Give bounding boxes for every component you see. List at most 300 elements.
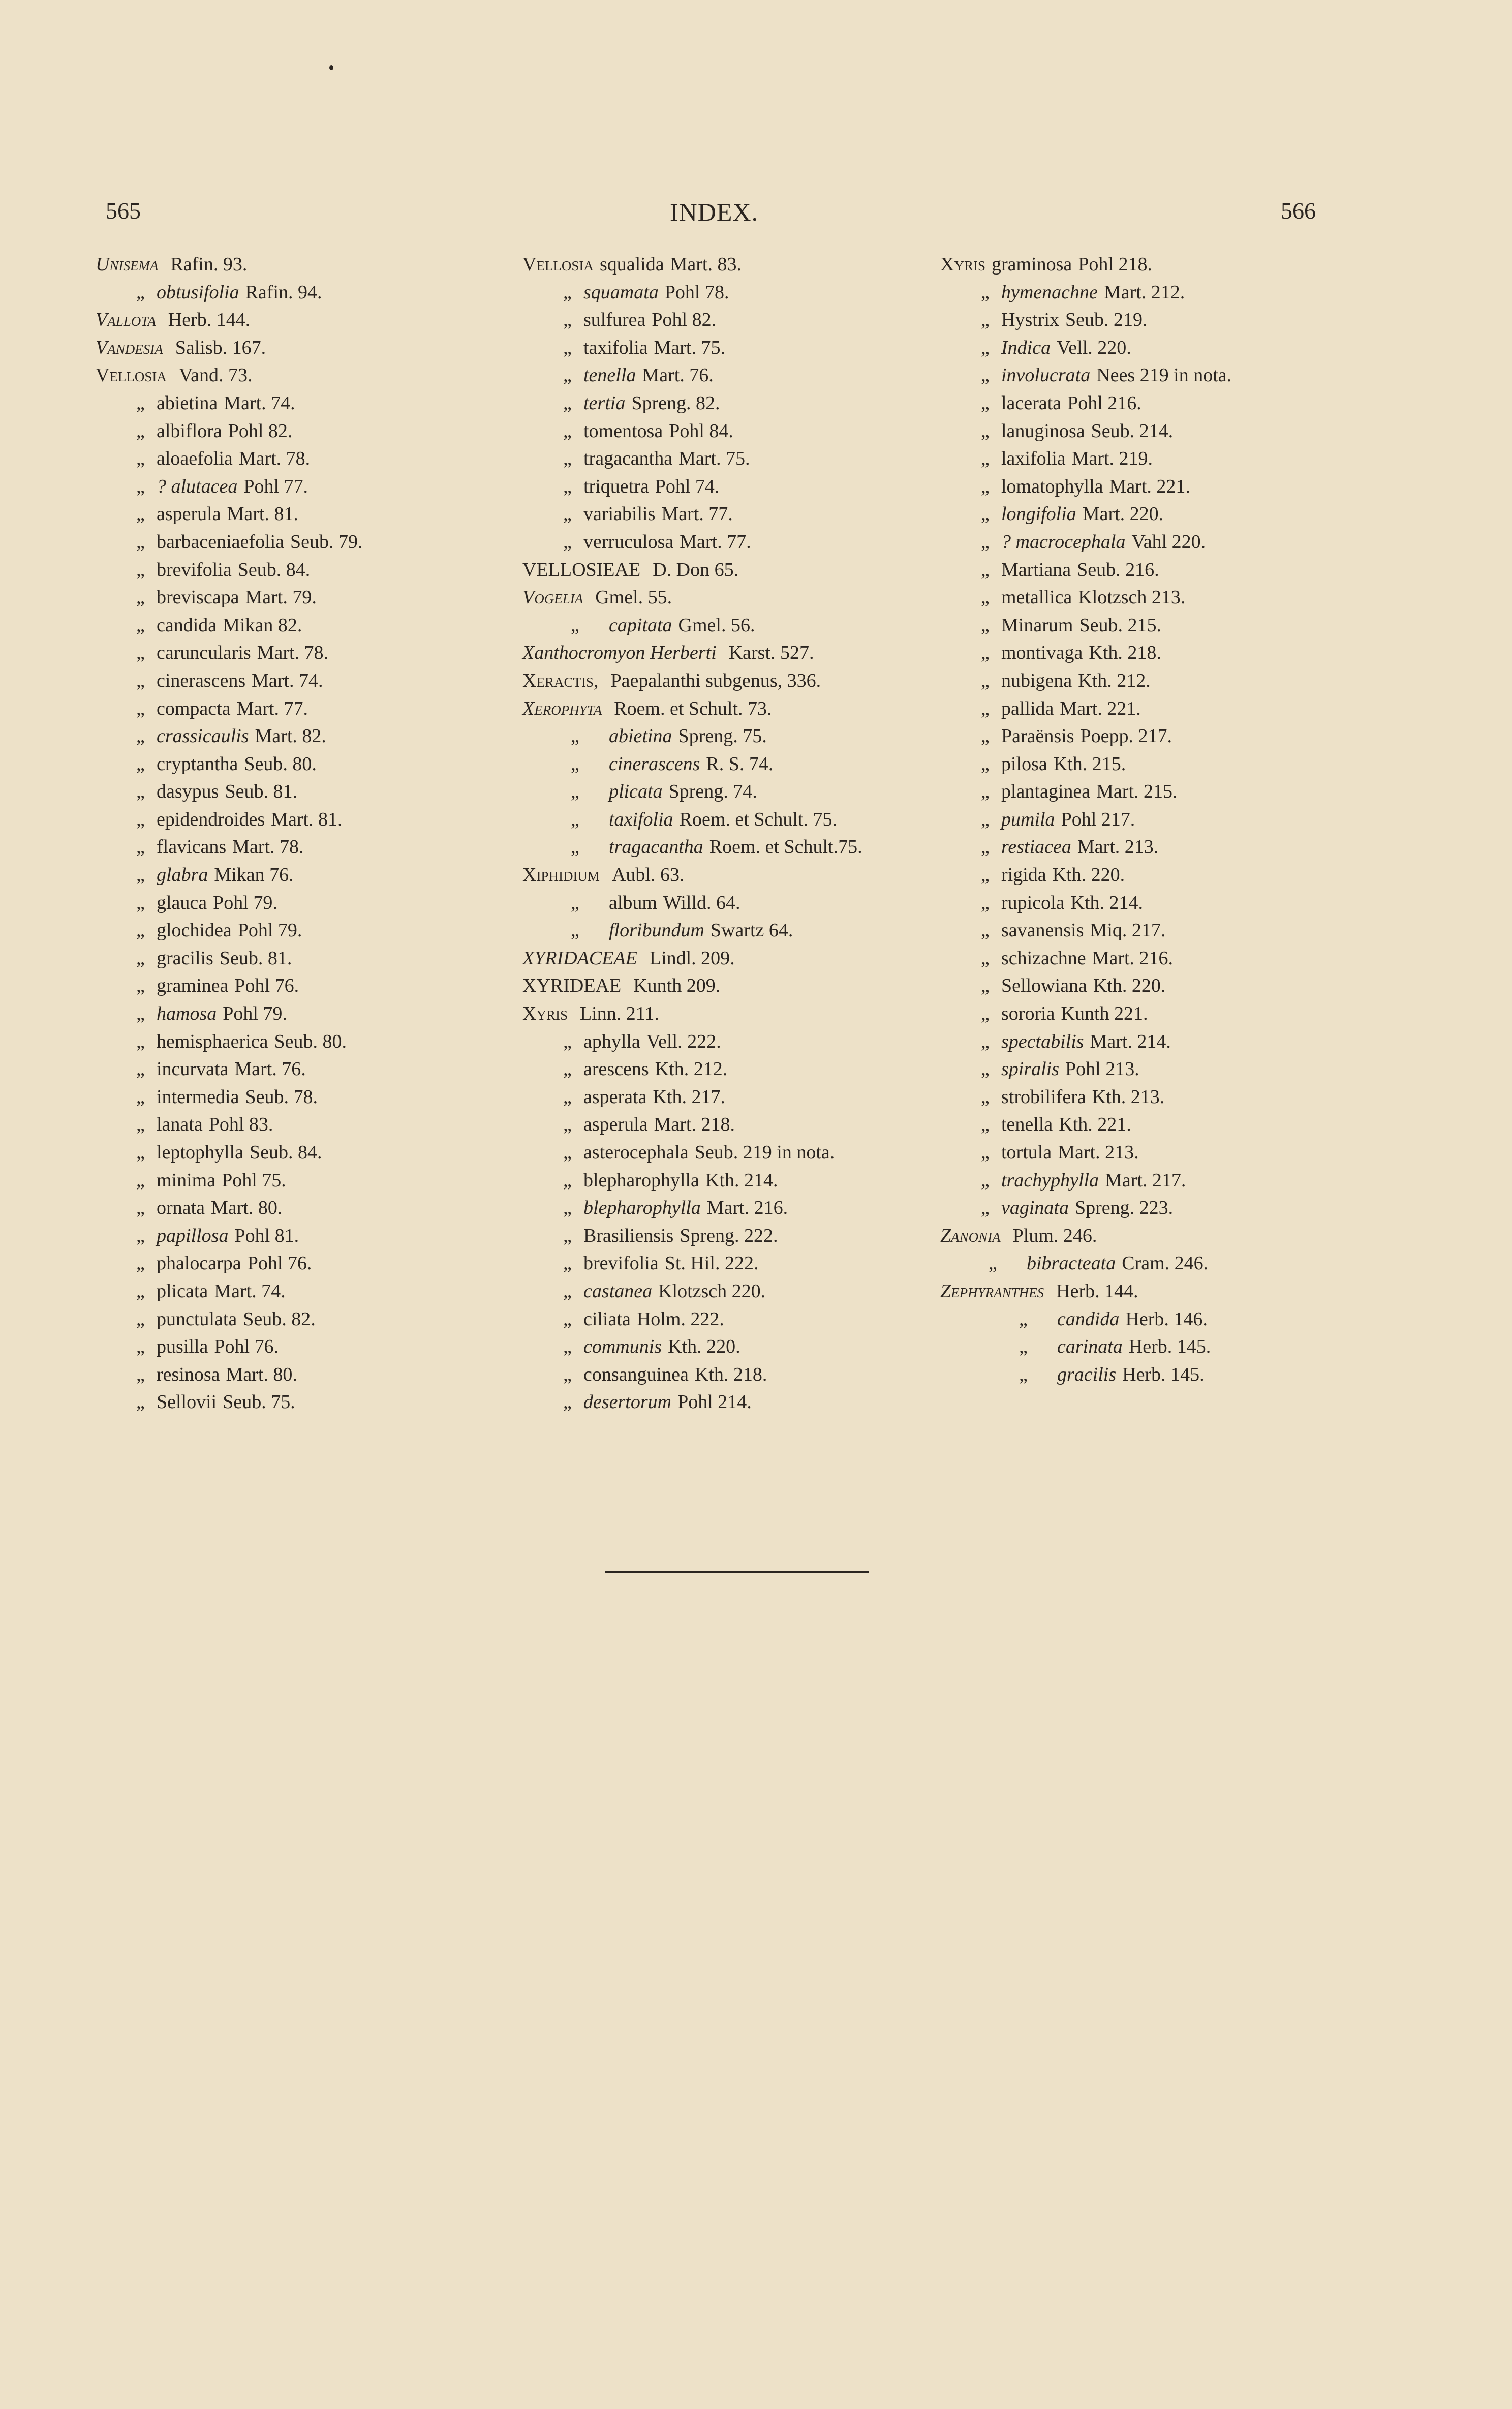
ditto-mark: „	[136, 1308, 145, 1330]
species-name: taxifolia	[609, 808, 673, 830]
authority-reference: Mart. 78.	[232, 836, 304, 858]
ditto-mark: „	[571, 781, 579, 803]
index-entry	[522, 833, 929, 861]
authority-reference: Vell. 222.	[646, 1030, 721, 1052]
species-name: gracilis	[157, 947, 213, 969]
species-name: ? macrocephala	[1001, 531, 1126, 553]
index-entry	[522, 917, 929, 944]
authority-reference: Seub. 82.	[243, 1308, 316, 1330]
authority-reference: Mart. 78.	[238, 448, 311, 470]
ditto-mark: „	[563, 475, 572, 497]
ditto-mark: „	[136, 614, 145, 636]
species-name: tomentosa	[583, 420, 663, 442]
authority-reference: Pohl 82.	[652, 309, 717, 331]
ditto-mark: „	[563, 1114, 572, 1136]
species-name: lanata	[157, 1114, 203, 1136]
ditto-mark: „	[981, 864, 990, 886]
authority-reference: Rafin. 93.	[170, 254, 248, 275]
index-entry	[940, 306, 1347, 334]
index-entry	[522, 1333, 929, 1361]
species-name: rupicola	[1001, 892, 1065, 913]
ditto-mark: „	[981, 1030, 990, 1052]
species-name: ornata	[157, 1197, 205, 1219]
ditto-mark: „	[136, 975, 145, 997]
species-name: Indica	[1001, 337, 1051, 358]
species-name: consanguinea	[583, 1363, 689, 1385]
authority-reference: Mart. 76.	[234, 1058, 306, 1080]
ditto-mark: „	[1019, 1363, 1028, 1385]
species-name: hymenachne	[1001, 281, 1098, 303]
species-name: flavicans	[157, 836, 227, 858]
species-name: pumila	[1001, 808, 1055, 830]
species-name: Martiana	[1001, 559, 1071, 581]
species-name: taxifolia	[583, 337, 648, 358]
species-name: laxifolia	[1001, 448, 1066, 470]
species-name: capitata	[609, 614, 672, 636]
authority-reference: Pohl 218.	[1078, 254, 1152, 275]
species-name: castanea	[583, 1280, 653, 1302]
species-name: Sellovii	[157, 1391, 217, 1413]
species-name: asperula	[157, 503, 221, 525]
species-name: Hystrix	[1001, 309, 1059, 331]
species-name: arescens	[583, 1058, 649, 1080]
index-entry	[522, 445, 929, 473]
index-entry	[96, 861, 502, 889]
index-entry	[522, 722, 929, 750]
ditto-mark: „	[981, 1197, 990, 1219]
ditto-mark: „	[136, 1336, 145, 1358]
genus-name: Xanthocromyon Herberti	[522, 642, 717, 664]
ditto-mark: „	[981, 614, 990, 636]
page-number-right: 566	[1281, 198, 1316, 224]
species-name: spectabilis	[1001, 1030, 1084, 1052]
index-entry	[940, 445, 1347, 473]
species-name: tertia	[583, 392, 626, 414]
authority-reference: Herb. 145.	[1122, 1363, 1205, 1385]
index-entry	[96, 1167, 502, 1195]
authority-reference: Mart. 218.	[654, 1114, 735, 1136]
authority-reference: Pohl 75.	[222, 1169, 286, 1191]
ditto-mark: „	[571, 836, 579, 858]
species-name: lanuginosa	[1001, 420, 1085, 442]
genus-name: Vellosia	[522, 254, 594, 275]
ditto-mark: „	[1019, 1336, 1028, 1358]
index-entry	[940, 251, 1347, 279]
species-name: graminea	[157, 975, 229, 997]
ditto-mark: „	[136, 1003, 145, 1025]
ditto-mark: „	[563, 1336, 572, 1358]
ditto-mark: „	[981, 947, 990, 969]
species-name: longifolia	[1001, 503, 1076, 525]
genus-name: Xiphidium	[522, 864, 600, 886]
index-entry	[96, 889, 502, 917]
index-entry	[940, 1000, 1347, 1028]
authority-reference: Mart. 81.	[227, 503, 298, 525]
ditto-mark: „	[563, 1308, 572, 1330]
authority-reference: Miq. 217.	[1090, 920, 1166, 941]
index-entry	[940, 584, 1347, 612]
authority-reference: Herb. 145.	[1128, 1336, 1211, 1358]
index-entry	[940, 500, 1347, 528]
ditto-mark: „	[563, 1030, 572, 1052]
ditto-mark: „	[981, 697, 990, 719]
ditto-mark: „	[136, 1280, 145, 1302]
ditto-mark: „	[981, 1114, 990, 1136]
ditto-mark: „	[571, 614, 579, 636]
index-entry	[522, 1249, 929, 1277]
species-name: punctulata	[157, 1308, 237, 1330]
species-name: desertorum	[583, 1391, 672, 1413]
authority-reference: Mart. 80.	[226, 1363, 297, 1385]
species-name: ciliata	[583, 1308, 631, 1330]
index-entry	[96, 556, 502, 584]
ditto-mark: „	[981, 808, 990, 830]
authority-reference: Pohl 81.	[234, 1225, 299, 1246]
ditto-mark: „	[981, 448, 990, 470]
species-name: brevifolia	[583, 1253, 659, 1274]
index-entry	[522, 778, 929, 806]
authority-reference: Willd. 64.	[663, 892, 740, 913]
index-entry	[522, 251, 929, 279]
ditto-mark: „	[563, 1253, 572, 1274]
index-column-3	[940, 251, 1347, 1388]
ditto-mark: „	[981, 531, 990, 553]
authority-reference: Seub. 219 in nota.	[694, 1142, 835, 1163]
species-name: pallida	[1001, 697, 1054, 719]
authority-reference: Mikan 76.	[214, 864, 294, 886]
index-entry	[940, 722, 1347, 750]
ditto-mark: „	[136, 864, 145, 886]
ditto-mark: „	[981, 309, 990, 331]
ditto-mark: „	[136, 669, 145, 691]
index-entry	[940, 944, 1347, 972]
ditto-mark: „	[136, 1391, 145, 1413]
species-name: trachyphylla	[1001, 1169, 1099, 1191]
authority-reference: Mart. 217.	[1105, 1169, 1186, 1191]
species-name: vaginata	[1001, 1197, 1069, 1219]
authority-reference: Kth. 220.	[668, 1336, 740, 1358]
index-entry	[940, 612, 1347, 639]
index-entry	[96, 584, 502, 612]
authority-reference: Kth. 212.	[655, 1058, 728, 1080]
ditto-mark: „	[981, 1058, 990, 1080]
index-entry	[96, 695, 502, 723]
authority-reference: Mart. 77.	[680, 531, 751, 553]
index-entry	[522, 639, 929, 667]
species-name: montivaga	[1001, 642, 1083, 664]
index-entry	[522, 806, 929, 834]
authority-reference: Kth. 220.	[1052, 864, 1125, 886]
genus-name: Xeractis,	[522, 669, 599, 691]
authority-reference: Mart. 76.	[642, 364, 714, 386]
authority-reference: Mart. 80.	[210, 1197, 283, 1219]
authority-reference: Mart. 219.	[1071, 448, 1153, 470]
species-name: crassicaulis	[157, 725, 249, 747]
species-name: squalida	[599, 254, 664, 275]
authority-reference: Seub. 214.	[1091, 420, 1174, 442]
authority-reference: Seub. 84.	[249, 1142, 322, 1163]
ditto-mark: „	[136, 475, 145, 497]
index-column-1	[96, 251, 502, 1416]
species-name: epidendroides	[157, 808, 265, 830]
index-entry	[96, 306, 502, 334]
index-entry	[940, 778, 1347, 806]
species-name: tortula	[1001, 1142, 1052, 1163]
authority-reference: Seub. 75.	[223, 1391, 295, 1413]
species-name: hemisphaerica	[157, 1030, 268, 1052]
species-name: aphylla	[583, 1030, 640, 1052]
ditto-mark: „	[563, 337, 572, 358]
ditto-mark: „	[563, 309, 572, 331]
ditto-mark: „	[981, 642, 990, 664]
authority-reference: Pohl 76.	[247, 1253, 312, 1274]
ditto-mark: „	[981, 337, 990, 358]
index-entry	[940, 473, 1347, 501]
species-name: rigida	[1001, 864, 1046, 886]
ditto-mark: „	[136, 281, 145, 303]
species-name: pusilla	[157, 1336, 208, 1358]
ditto-mark: „	[981, 1142, 990, 1163]
authority-reference: Kth. 213.	[1092, 1086, 1165, 1108]
species-name: hamosa	[157, 1003, 217, 1025]
authority-reference: Gmel. 56.	[678, 614, 755, 636]
ditto-mark: „	[136, 836, 145, 858]
index-entry	[940, 528, 1347, 556]
ditto-mark: „	[981, 975, 990, 997]
authority-reference: Roem. et Schult.75.	[709, 836, 862, 858]
ditto-mark: „	[981, 836, 990, 858]
ditto-mark: „	[981, 892, 990, 913]
index-entry	[940, 389, 1347, 417]
authority-reference: Kth. 220.	[1093, 975, 1166, 997]
authority-reference: Mart. 74.	[214, 1280, 286, 1302]
index-entry	[522, 1028, 929, 1056]
authority-reference: Pohl 77.	[243, 475, 308, 497]
species-name: glochidea	[157, 920, 232, 941]
ditto-mark: „	[563, 364, 572, 386]
ink-speck	[329, 65, 333, 70]
ditto-mark: „	[571, 725, 579, 747]
species-name: Paraënsis	[1001, 725, 1074, 747]
authority-reference: Kth. 214.	[705, 1169, 778, 1191]
species-name: sororia	[1001, 1003, 1055, 1025]
ditto-mark: „	[136, 781, 145, 803]
index-entry	[96, 1361, 502, 1389]
ditto-mark: „	[136, 503, 145, 525]
species-name: incurvata	[157, 1058, 229, 1080]
ditto-mark: „	[136, 808, 145, 830]
index-entry	[96, 1028, 502, 1056]
species-name: glauca	[157, 892, 207, 913]
species-name: glabra	[157, 864, 208, 886]
index-entry	[96, 722, 502, 750]
authority-reference: Seub. 81.	[225, 781, 297, 803]
authority-reference: Mart. 216.	[1092, 947, 1174, 969]
index-entry	[96, 417, 502, 445]
index-entry	[522, 1222, 929, 1250]
index-entry	[940, 1139, 1347, 1167]
species-name: savanensis	[1001, 920, 1084, 941]
species-name: obtusifolia	[157, 281, 239, 303]
index-entry	[522, 1361, 929, 1389]
authority-reference: Herb. 146.	[1125, 1308, 1208, 1330]
ditto-mark: „	[563, 1391, 572, 1413]
ditto-mark: „	[571, 753, 579, 775]
species-name: Minarum	[1001, 614, 1073, 636]
index-entry	[522, 556, 929, 584]
index-entry	[522, 306, 929, 334]
species-name: pilosa	[1001, 753, 1047, 775]
index-entry	[96, 334, 502, 362]
index-entry	[96, 806, 502, 834]
ditto-mark: „	[981, 475, 990, 497]
index-entry	[522, 473, 929, 501]
genus-name: VELLOSIEAE	[522, 559, 641, 581]
species-name: verruculosa	[583, 531, 674, 553]
authority-reference: Klotzsch 213.	[1078, 587, 1186, 608]
index-entry	[522, 612, 929, 639]
authority-reference: St. Hil. 222.	[664, 1253, 759, 1274]
genus-name: Vandesia	[96, 337, 163, 358]
index-entry	[940, 1111, 1347, 1139]
authority-reference: Plum. 246.	[1012, 1225, 1097, 1246]
authority-reference: Mart. 79.	[245, 587, 317, 608]
ditto-mark: „	[981, 1003, 990, 1025]
authority-reference: Mart. 221.	[1109, 475, 1190, 497]
index-entry	[522, 889, 929, 917]
index-entry	[522, 528, 929, 556]
ditto-mark: „	[563, 281, 572, 303]
index-entry	[522, 334, 929, 362]
authority-reference: Kunth 209.	[633, 975, 721, 997]
authority-reference: Spreng. 74.	[668, 781, 757, 803]
species-name: schizachne	[1001, 947, 1086, 969]
authority-reference: Gmel. 55.	[595, 587, 672, 608]
species-name: aloaefolia	[157, 448, 233, 470]
index-entry	[522, 1388, 929, 1416]
authority-reference: Pohl 76.	[214, 1336, 279, 1358]
genus-name: Xerophyta	[522, 697, 602, 719]
authority-reference: Roem. et Schult. 73.	[614, 697, 772, 719]
ditto-mark: „	[136, 1030, 145, 1052]
ditto-mark: „	[981, 559, 990, 581]
index-entry	[940, 334, 1347, 362]
genus-name: Unisema	[96, 254, 159, 275]
species-name: candida	[1057, 1308, 1120, 1330]
species-name: plantaginea	[1001, 781, 1091, 803]
ditto-mark: „	[563, 448, 572, 470]
authority-reference: Roem. et Schult. 75.	[679, 808, 837, 830]
authority-reference: Mart. 75.	[678, 448, 750, 470]
ditto-mark: „	[136, 642, 145, 664]
index-entry	[940, 1305, 1347, 1333]
species-name: breviscapa	[157, 587, 239, 608]
species-name: tragacantha	[609, 836, 703, 858]
index-entry	[96, 1194, 502, 1222]
index-entry	[522, 417, 929, 445]
ditto-mark: „	[981, 1086, 990, 1108]
authority-reference: Mart. 83.	[670, 254, 742, 275]
species-name: floribundum	[609, 920, 704, 941]
species-name: sulfurea	[583, 309, 646, 331]
index-entry	[522, 279, 929, 307]
ditto-mark: „	[981, 669, 990, 691]
ditto-mark: „	[563, 1086, 572, 1108]
ditto-mark: „	[136, 392, 145, 414]
authority-reference: Swartz 64.	[710, 920, 793, 941]
index-entry	[940, 417, 1347, 445]
ditto-mark: „	[981, 1169, 990, 1191]
species-name: nubigena	[1001, 669, 1072, 691]
species-name: blepharophylla	[583, 1197, 701, 1219]
ditto-mark: „	[136, 559, 145, 581]
species-name: resinosa	[157, 1363, 220, 1385]
ditto-mark: „	[136, 1114, 145, 1136]
species-name: tragacantha	[583, 448, 673, 470]
authority-reference: Pohl 79.	[213, 892, 277, 913]
index-entry	[96, 528, 502, 556]
authority-reference: Pohl 213.	[1065, 1058, 1139, 1080]
index-entry	[940, 833, 1347, 861]
index-entry	[940, 1167, 1347, 1195]
authority-reference: Spreng. 223.	[1074, 1197, 1174, 1219]
authority-reference: Pohl 217.	[1061, 808, 1135, 830]
authority-reference: Pohl 82.	[228, 420, 293, 442]
index-entry	[940, 1249, 1347, 1277]
species-name: papillosa	[157, 1225, 229, 1246]
ditto-mark: „	[981, 392, 990, 414]
index-entry	[940, 750, 1347, 778]
index-entry	[940, 667, 1347, 695]
authority-reference: Vand. 73.	[178, 364, 253, 386]
index-entry	[522, 972, 929, 1000]
authority-reference: Mart. 215.	[1096, 781, 1178, 803]
index-entry	[96, 778, 502, 806]
index-entry	[96, 833, 502, 861]
index-entry	[96, 445, 502, 473]
authority-reference: Spreng. 222.	[680, 1225, 778, 1246]
species-name: ? alutacea	[157, 475, 238, 497]
index-entry	[940, 1361, 1347, 1389]
index-entry	[940, 556, 1347, 584]
species-name: variabilis	[583, 503, 656, 525]
species-name: communis	[583, 1336, 662, 1358]
authority-reference: Poepp. 217.	[1080, 725, 1172, 747]
index-entry	[522, 944, 929, 972]
ditto-mark: „	[136, 1142, 145, 1163]
index-entry	[522, 389, 929, 417]
index-entry	[96, 251, 502, 279]
authority-reference: Pohl 84.	[669, 420, 733, 442]
index-entry	[940, 1083, 1347, 1111]
index-entry	[522, 1000, 929, 1028]
genus-name: Vogelia	[522, 587, 583, 608]
ditto-mark: „	[136, 448, 145, 470]
ditto-mark: „	[563, 1197, 572, 1219]
index-entry	[96, 1000, 502, 1028]
species-name: cinerascens	[609, 753, 700, 775]
page-number-left: 565	[106, 198, 141, 224]
authority-reference: Karst. 527.	[728, 642, 814, 664]
authority-reference: Linn. 211.	[579, 1003, 659, 1025]
authority-reference: Rafin. 94.	[245, 281, 322, 303]
index-entry	[96, 1277, 502, 1305]
index-entry	[96, 1388, 502, 1416]
species-name: squamata	[583, 281, 659, 303]
ditto-mark: „	[136, 531, 145, 553]
species-name: intermedia	[157, 1086, 239, 1108]
ditto-mark: „	[563, 531, 572, 553]
